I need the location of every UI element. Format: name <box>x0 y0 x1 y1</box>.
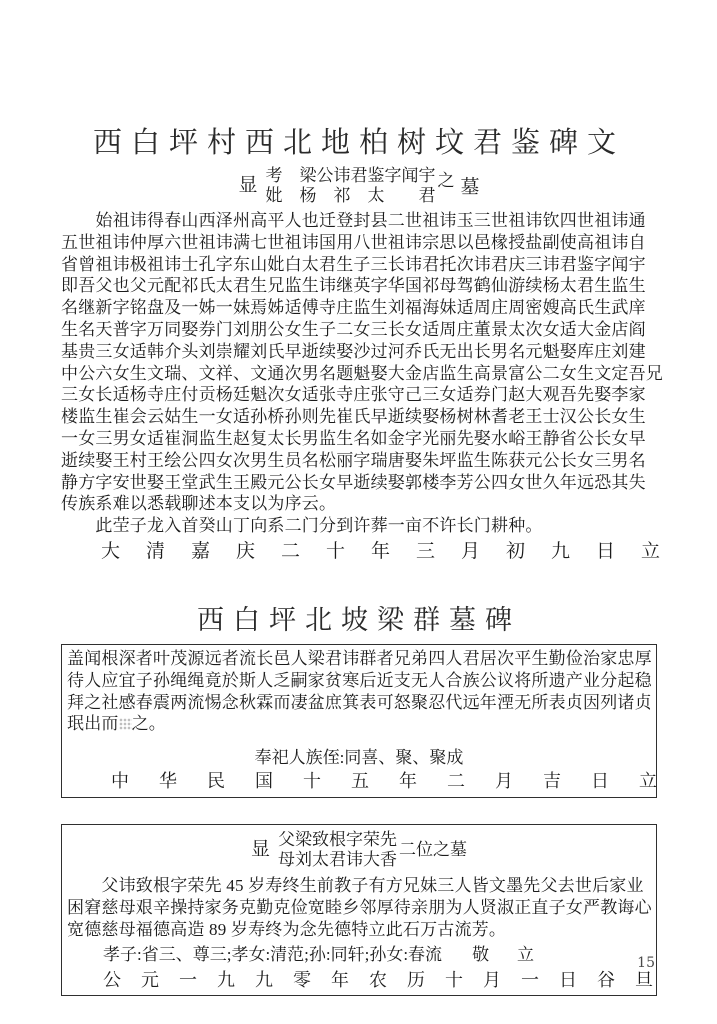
text-line: 五世祖讳仲厚六世祖讳满七世祖讳国用八世祖讳宗思以邑椽授盐副使高祖讳自 <box>61 232 646 252</box>
text-line: 始祖讳得春山西泽州高平人也迁登封县二世祖讳玉三世祖讳钦四世祖讳通 <box>61 211 646 230</box>
tomb-father-row: 考 梁公讳君鉴字闻宇 <box>265 166 436 185</box>
stele1-date-line: 大清嘉庆二十年三月初九日立 <box>101 540 687 562</box>
text-line-with-smudge <box>67 713 651 735</box>
text-fragment: 珉出而 <box>67 714 119 734</box>
text-line: 三女长适杨寺庄付贡杨廷魁次女适张寺庄张守己三女适券门赵大观吾先娶李家 <box>61 385 646 405</box>
stele1-paragraph <box>61 210 663 537</box>
stele1-tomb-headline <box>61 166 657 206</box>
tomb-parent-rows <box>278 830 397 870</box>
text-line: 传族系难以悉载聊述本支以为序云。 <box>61 494 337 514</box>
grave-plot-note: 此茔子龙入首癸山丁向系二门分到许葬一亩不许长门耕种。 <box>61 516 543 536</box>
stele2-date-line: 中华民国十五年二月吉日立 <box>111 771 687 792</box>
stele2-paragraph <box>67 648 651 735</box>
text-line: 父讳致根字荣先 45 岁寿终生前教子有方兄妹三人皆文墨先父去世后家业 <box>67 876 644 896</box>
tomb-prefix-xian: 显 <box>250 839 270 861</box>
respectfully-erected-label: 敬立 <box>472 944 563 964</box>
text-line: 基贵三女适韩介头刘崇耀刘氏早逝续娶沙过河乔氏无出长男名元魁娶库庄刘建 <box>61 341 646 361</box>
tomb-zhi: 之 <box>437 171 455 190</box>
tomb-father-row: 父梁致根字荣先 <box>278 830 397 850</box>
stele1-title: 西白坪村西北地柏树坟君鉴碑文 <box>92 125 625 159</box>
text-line: 中公六女生文瑞、文祥、文通次男名题魁娶大金店监生高景富公二女生文定吾兄 <box>61 363 663 383</box>
text-line: 名继新字铭盘及一姊一妹焉姊适傅寺庄监生刘福海妹适周庄周密嫂高氏生武庠 <box>61 298 646 318</box>
text-fragment: 之。 <box>131 714 167 734</box>
stele3-box <box>61 824 673 995</box>
text-line: 宽德慈母福德高造 89 岁寿终为念先德特立此石万古流芳。 <box>67 919 507 939</box>
page-content <box>61 120 687 996</box>
tomb-suffix: 二位之墓 <box>399 840 467 860</box>
text-line: 楼监生崔会云姑生一女适孙桥孙则先崔氏早逝续娶杨树林耆老王士汉公长女生 <box>61 407 646 427</box>
text-line: 困窘慈母艰辛操持家务克勤克俭宽睦乡邻厚待亲朋为人贤淑正直子女严教诲心 <box>67 897 652 917</box>
text-line: 静方字安世娶王堂武生王殿元公长女早逝续娶郭楼李芳公四女世久年远恐其失 <box>61 472 646 492</box>
stele2-title: 西白坪北坡梁群墓碑 <box>197 604 521 636</box>
stele2-box <box>61 644 687 798</box>
stele3-paragraph <box>67 875 651 940</box>
tomb-mu: 墓 <box>460 177 480 198</box>
stele3-date-line: 公元一九九零年农历十月一日谷旦 <box>103 969 673 990</box>
illegible-character-smudge <box>119 718 132 730</box>
stele3-tomb-headline <box>67 830 651 870</box>
text-line: 逝续娶王村王绘公四女次男生员名松丽字瑞唐娶朱坪监生陈获元公长女三男名 <box>61 450 646 470</box>
descendants-list: 孝子:省三、尊三;孝女:清范;孙:同轩;孙女:春流 <box>103 944 443 964</box>
text-line: 省曾祖讳极祖讳士孔字东山妣白太君生子三长讳君托次讳君庆三讳君鉴字闻宇 <box>61 254 646 274</box>
text-line: 拜之社感春震两流惕念秋霖而凄盆庶箕表可怒聚忍代远年湮无所表贞因列诸贞 <box>67 692 652 712</box>
text-line: 盖闻根深者叶茂源远者流长邑人梁君讳群者兄弟四人君居次平生勤俭治家忠厚 <box>67 648 652 668</box>
page-number: 15 <box>637 955 655 971</box>
tomb-mother-row: 妣 杨 祁 太 君 <box>265 186 436 205</box>
text-line: 一女三男女适崔洞监生赵复太长男监生名如金字光丽先娶水峪王静省公长女早 <box>61 428 646 448</box>
text-line: 生名天普字万同娶券门刘朋公女生子二女三长女适周庄董景太次女适大金店阎 <box>61 319 646 339</box>
tomb-prefix-xian: 显 <box>238 175 258 196</box>
stele3-descendants-line <box>67 944 651 966</box>
tomb-mother-row: 母刘太君讳大香 <box>278 850 397 870</box>
tomb-parent-rows <box>266 166 436 206</box>
text-line: 即吾父也父元配祁氏太君生兄监生讳继英字华国祁母驾鹤仙游续杨太君生监生 <box>61 276 646 296</box>
stele2-worshippers-line: 奉祀人族侄:同喜、聚、聚成 <box>254 748 464 768</box>
text-line: 待人应宜子孙绳绳竟於斯人乏嗣家贫寒后近支无人合族公议将所遗产业分起稳 <box>67 670 652 690</box>
